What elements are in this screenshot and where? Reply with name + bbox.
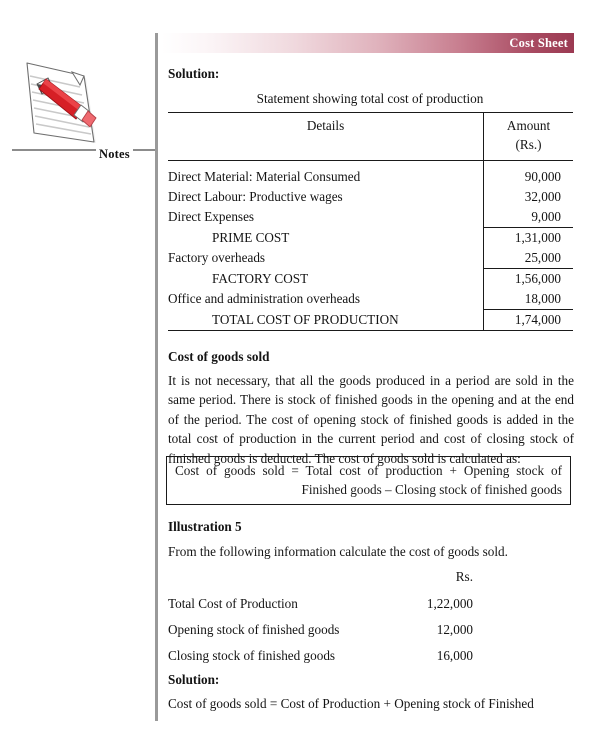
cogs-paragraph: It is not necessary, that all the goods produced in a period are sold in the same period. There is stock of finished goods in the opening and at the end of the period. The cost of opening stock of finished goods is added in the total cost of production in the current period and cost of closing stock of finished goods is deducted. The cost of goods sold is calculated as: bbox=[168, 373, 574, 466]
row-amount: 1,31,000 bbox=[484, 228, 573, 249]
illustration-solution-line: Cost of goods sold = Cost of Production + Opening stock of Finished bbox=[168, 696, 534, 711]
row-amount: 1,56,000 bbox=[484, 269, 573, 290]
row-label: FACTORY COST bbox=[212, 270, 309, 286]
table-row bbox=[168, 248, 573, 269]
notes-divider bbox=[12, 149, 157, 151]
notepad-with-pencil-icon bbox=[10, 38, 115, 153]
table-row-subtotal bbox=[168, 228, 573, 249]
row-label: Direct Labour: Productive wages bbox=[168, 189, 343, 204]
cost-statement-table bbox=[168, 112, 573, 331]
table-row bbox=[168, 167, 573, 187]
table-row-subtotal bbox=[168, 269, 573, 290]
table-row bbox=[168, 207, 573, 228]
row-amount: 90,000 bbox=[484, 167, 573, 187]
formula-line-1: Cost of goods sold = Total cost of production + Opening stock of bbox=[175, 463, 562, 478]
illustration-solution-heading: Solution: bbox=[168, 672, 220, 687]
cogs-heading: Cost of goods sold bbox=[168, 349, 270, 364]
solution-heading: Solution: bbox=[168, 66, 220, 81]
illustration-item-amount: 16,000 bbox=[436, 648, 473, 663]
row-amount: 1,74,000 bbox=[484, 310, 573, 331]
row-amount: 18,000 bbox=[484, 289, 573, 310]
illustration-item-label: Total Cost of Production bbox=[168, 596, 298, 611]
row-label: PRIME COST bbox=[212, 229, 290, 245]
notes-label: Notes bbox=[96, 147, 133, 162]
running-head-banner bbox=[162, 33, 574, 53]
table-row-total bbox=[168, 310, 573, 331]
illustration-heading: Illustration 5 bbox=[168, 519, 242, 534]
notes-gutter bbox=[0, 0, 157, 730]
row-label: Direct Expenses bbox=[168, 209, 255, 224]
row-amount: 32,000 bbox=[484, 187, 573, 207]
row-label: Office and administration overheads bbox=[168, 291, 361, 306]
column-divider bbox=[155, 33, 158, 721]
column-header-details-blank bbox=[168, 137, 484, 161]
illustration-item-amount: 12,000 bbox=[436, 622, 473, 637]
illustration-item-label: Opening stock of finished goods bbox=[168, 622, 340, 637]
illustration-item-label: Closing stock of finished goods bbox=[168, 648, 336, 663]
row-amount: 9,000 bbox=[484, 207, 573, 228]
table-row bbox=[168, 187, 573, 207]
column-header-currency: (Rs.) bbox=[484, 137, 573, 161]
column-header-amount: Amount bbox=[484, 113, 573, 138]
row-label: Direct Material: Material Consumed bbox=[168, 169, 361, 184]
table-header-row bbox=[168, 113, 573, 138]
formula-line-2: Finished goods – Closing stock of finished goods bbox=[301, 482, 562, 497]
row-amount: 25,000 bbox=[484, 248, 573, 269]
column-header-details: Details bbox=[168, 113, 484, 138]
illustration-intro: From the following information calculate the cost of goods sold. bbox=[168, 544, 508, 559]
illustration-currency-header: Rs. bbox=[455, 569, 473, 584]
table-header-row-2 bbox=[168, 137, 573, 161]
row-label: Factory overheads bbox=[168, 250, 266, 265]
running-head-title: Cost Sheet bbox=[509, 36, 568, 50]
row-label: TOTAL COST OF PRODUCTION bbox=[168, 310, 484, 331]
illustration-item-amount: 1,22,000 bbox=[426, 596, 473, 611]
cogs-formula-box bbox=[166, 456, 571, 505]
table-caption: Statement showing total cost of production bbox=[256, 91, 484, 106]
table-row bbox=[168, 289, 573, 310]
